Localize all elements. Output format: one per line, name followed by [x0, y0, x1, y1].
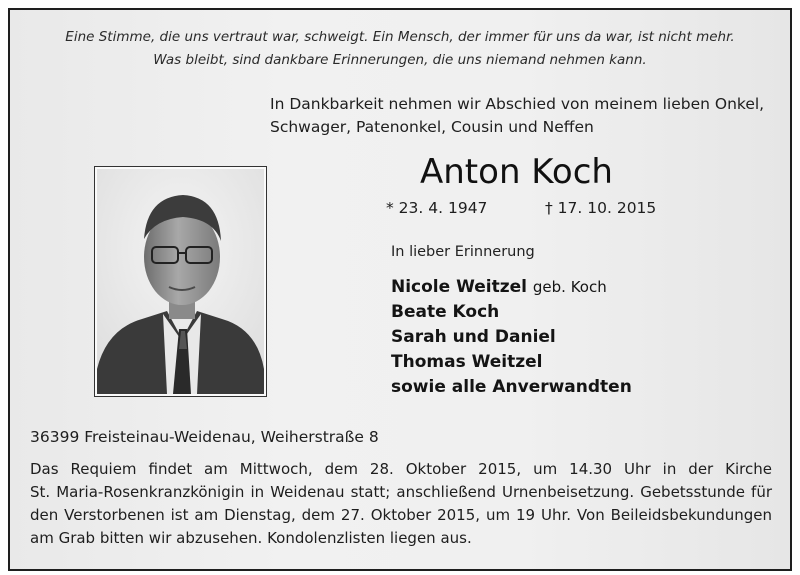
- remembrance-label: In lieber Erinnerung: [391, 244, 535, 260]
- mourner-item: [391, 275, 632, 300]
- requiem-line: Das Requiem findet am Mittwoch, dem 28. Oktober 2015, um 14.30 Uhr in der Kirche: [30, 460, 772, 478]
- mourner-item: Beate Koch: [391, 302, 500, 322]
- mourner-item: Thomas Weitzel: [391, 352, 543, 372]
- intro-line: In Dankbarkeit nehmen wir Abschied von meinem lieben Onkel,: [270, 95, 765, 113]
- portrait-image: [97, 169, 264, 394]
- intro-text: [270, 93, 764, 139]
- requiem-line: den Verstorbenen ist am Dienstag, dem 27. Oktober 2015, um 19 Uhr. Von Beileidsbekundungen: [30, 506, 772, 524]
- requiem-line: am Grab bitten wir abzusehen. Kondolenzlisten liegen aus.: [30, 529, 472, 547]
- motto-line: Was bleibt, sind dankbare Erinnerungen, die uns niemand nehmen kann.: [153, 52, 647, 68]
- deceased-name: Anton Koch: [420, 152, 613, 192]
- motto-line: Eine Stimme, die uns vertraut war, schweigt. Ein Mensch, der immer für uns da war, ist nicht mehr.: [65, 29, 735, 45]
- mourners-list: [391, 275, 632, 400]
- death-date: † 17. 10. 2015: [545, 199, 657, 217]
- mourner-item: sowie alle Anverwandten: [391, 377, 632, 397]
- requiem-line: St. Maria-Rosenkranzkönigin in Weidenau statt; anschließend Urnenbeisetzung. Gebetsstunde für: [30, 483, 772, 501]
- mourner-item: Sarah und Daniel: [391, 327, 556, 347]
- mourner-maiden-name: geb. Koch: [532, 278, 607, 296]
- address: 36399 Freisteinau-Weidenau, Weiherstraße 8: [30, 428, 379, 446]
- birth-date: * 23. 4. 1947: [386, 199, 488, 217]
- intro-line: Schwager, Patenonkel, Cousin und Neffen: [270, 118, 594, 136]
- requiem-text: [30, 458, 772, 550]
- motto: [0, 26, 800, 72]
- portrait-photo: [94, 166, 267, 397]
- mourner-name: Nicole Weitzel: [391, 277, 527, 297]
